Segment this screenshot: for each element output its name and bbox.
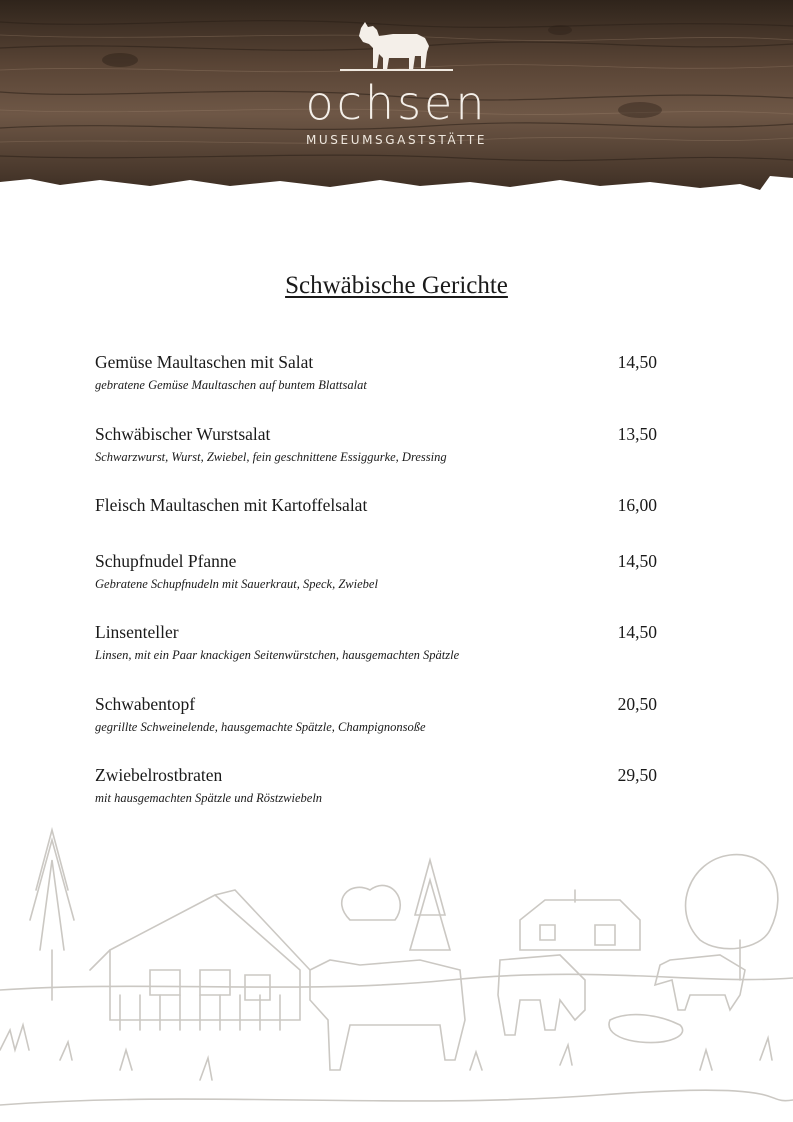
item-name: Gemüse Maultaschen mit Salat	[95, 352, 314, 372]
item-name: Schupfnudel Pfanne	[95, 551, 237, 571]
item-description: Gebratene Schupfnudeln mit Sauerkraut, Speck, Zwiebel	[95, 577, 378, 591]
item-price: 16,00	[617, 495, 657, 515]
item-name: Schwabentopf	[95, 694, 196, 714]
item-price: 14,50	[617, 622, 657, 642]
item-description: gebratene Gemüse Maultaschen auf buntem Blattsalat	[95, 378, 367, 392]
item-price: 13,50	[617, 424, 657, 444]
logo-wordmark: ochsen	[305, 76, 488, 130]
item-price: 14,50	[617, 352, 657, 372]
ox-icon	[355, 18, 435, 74]
item-name: Linsenteller	[95, 622, 179, 642]
logo-divider	[340, 69, 453, 71]
item-price: 29,50	[617, 765, 657, 785]
item-description: mit hausgemachten Spätzle und Röstzwiebeln	[95, 791, 323, 805]
logo-subtitle: MUSEUMSGASTSTÄTTE	[305, 133, 488, 147]
item-name: Fleisch Maultaschen mit Kartoffelsalat	[95, 495, 368, 515]
item-name: Zwiebelrostbraten	[95, 765, 223, 785]
item-description: gegrillte Schweinelende, hausgemachte Spätzle, Champignonsoße	[95, 720, 426, 734]
item-price: 20,50	[617, 694, 657, 714]
header-wood-board	[0, 0, 793, 200]
farm-landscape-with-cows-illustration	[0, 820, 793, 1122]
item-price: 14,50	[617, 551, 657, 571]
item-name: Schwäbischer Wurstsalat	[95, 424, 271, 444]
item-description: Linsen, mit ein Paar knackigen Seitenwürstchen, hausgemachten Spätzle	[95, 648, 460, 662]
page-title: Schwäbische Gerichte	[285, 272, 508, 299]
item-description: Schwarzwurst, Wurst, Zwiebel, fein geschnittene Essiggurke, Dressing	[95, 450, 447, 464]
